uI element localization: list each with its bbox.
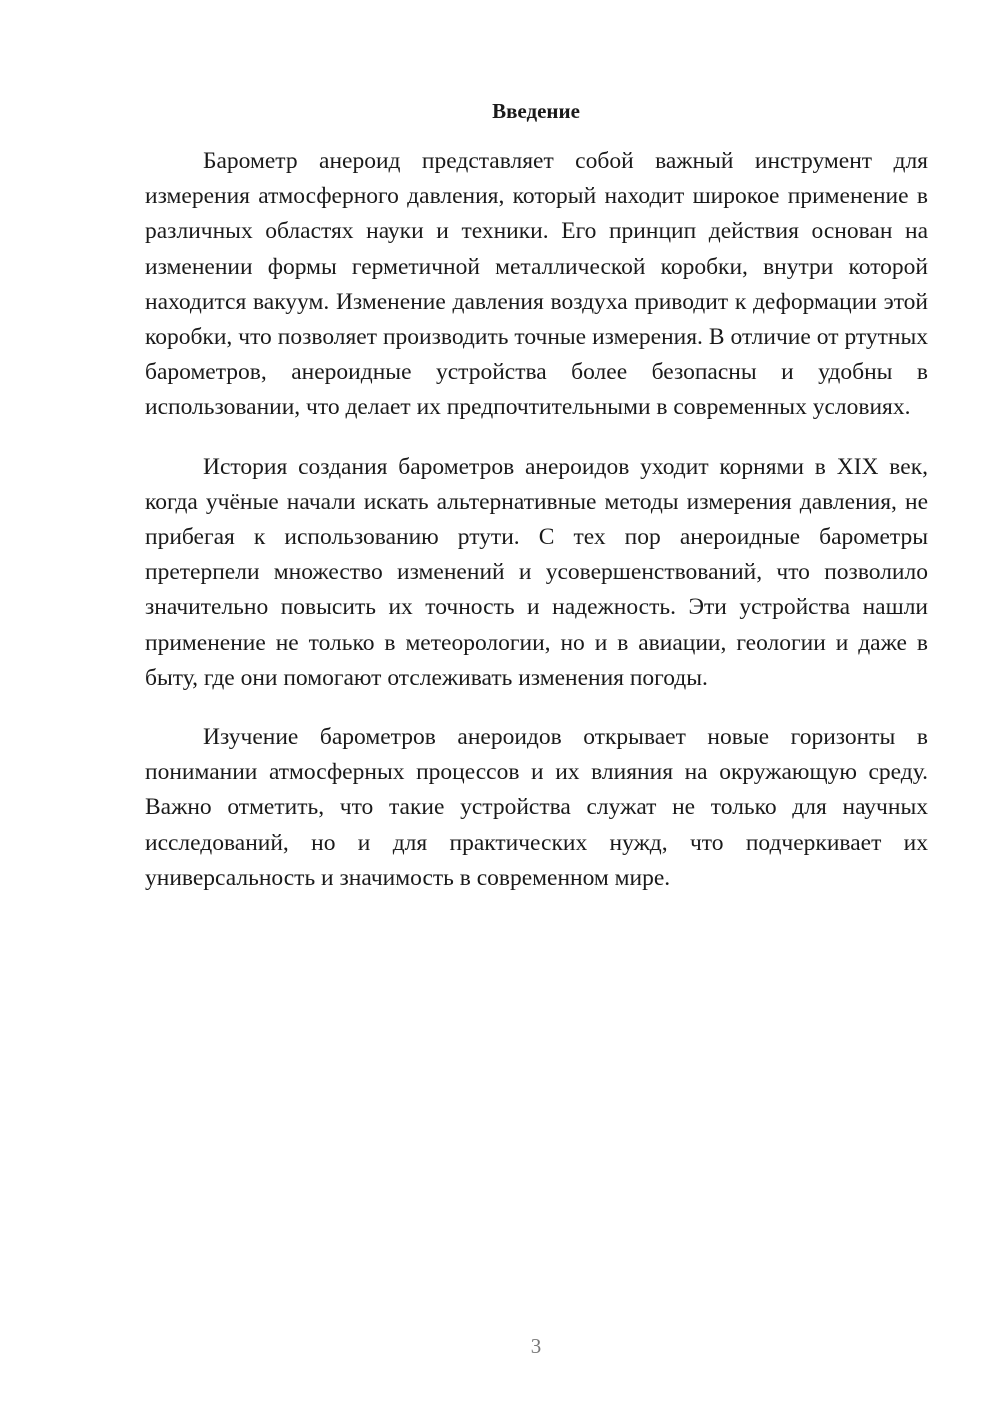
paragraph-2: История создания барометров анероидов уходит корнями в XIX век, когда учёные начали искать альтернативные методы измерения давления, не прибегая к использованию ртути. С тех пор анероидные барометры претерпели множество изменений и усовершенствований, что позволило значительно повысить их точность и надежность. Эти устройства нашли применение не только в метеорологии, но и в авиации, геологии и даже в быту, где они помогают отслеживать изменения погоды. [145, 453, 928, 691]
page-number: 3 [530, 1334, 542, 1358]
section-heading: Введение [492, 99, 580, 123]
body-text [145, 144, 928, 920]
paragraph-3: Изучение барометров анероидов открывает новые горизонты в понимании атмосферных процессов и их влияния на окружающую среду. Важно отметить, что такие устройства служат не только для научных исследований, но и для практических нужд, что подчеркивает их универсальность и значимость в современном мире. [145, 724, 928, 891]
paragraph-1: Барометр анероид представляет собой важный инструмент для измерения атмосферного давления, который находит широкое применение в различных областях науки и техники. Его принцип действия основан на изменении формы герметичной металлической коробки, внутри которой находится вакуум. Изменение давления воздуха приводит к деформации этой коробки, что позволяет производить точные измерения. В отличие от ртутных барометров, анероидные устройства более безопасны и удобны в использовании, что делает их предпочтительными в современных условиях. [145, 148, 928, 421]
